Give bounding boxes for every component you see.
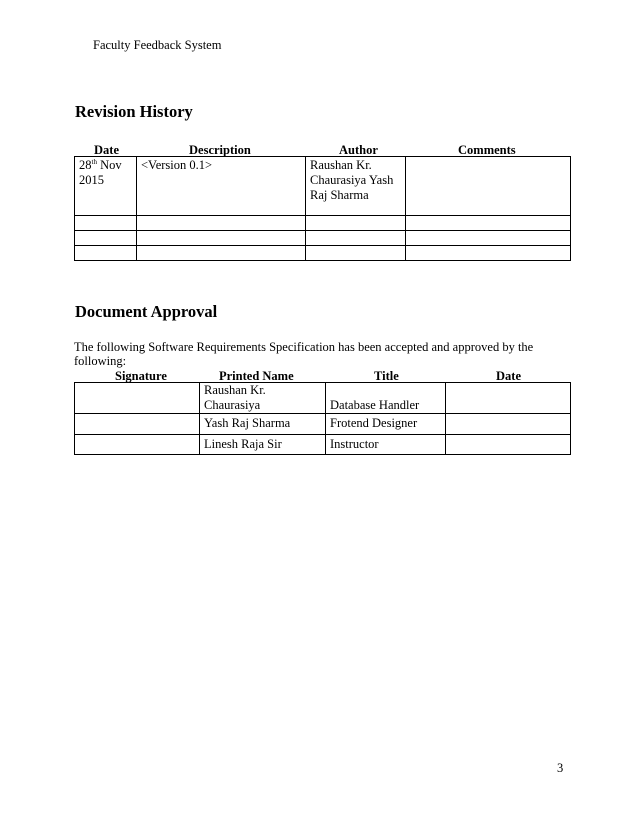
col-comments-header: Comments (458, 143, 516, 157)
page-header: Faculty Feedback System (93, 38, 222, 52)
signature-cell (75, 383, 200, 414)
table-row (75, 435, 571, 455)
document-approval-table (74, 382, 571, 455)
document-approval-heading: Document Approval (75, 302, 218, 321)
title-cell: Frotend Designer (326, 414, 446, 435)
col-author-header: Author (339, 143, 378, 157)
title-cell: Instructor (326, 435, 446, 455)
page-number: 3 (557, 761, 564, 775)
printed-name-cell: Linesh Raja Sir (200, 435, 326, 455)
revision-history-heading: Revision History (75, 102, 193, 121)
col-description-header: Description (189, 143, 251, 157)
col-date-header: Date (496, 369, 521, 383)
col-title-header: Title (374, 369, 399, 383)
revision-table-header (74, 143, 570, 157)
table-row (75, 216, 571, 231)
table-row (75, 414, 571, 435)
table-row (75, 231, 571, 246)
date-cell (446, 414, 571, 435)
col-date-header: Date (94, 143, 119, 157)
table-row (75, 383, 571, 414)
col-printed-name-header: Printed Name (219, 369, 294, 383)
col-signature-header: Signature (115, 369, 167, 383)
revision-description-cell: <Version 0.1> (137, 157, 306, 216)
revision-comments-cell (406, 157, 571, 216)
printed-name-cell: Raushan Kr. Chaurasiya (200, 383, 326, 414)
table-row (75, 246, 571, 261)
approval-paragraph: The following Software Requirements Specification has been accepted and approved by the following: (74, 340, 534, 368)
title-cell: Database Handler (326, 383, 446, 414)
printed-name-cell: Yash Raj Sharma (200, 414, 326, 435)
signature-cell (75, 435, 200, 455)
date-cell (446, 435, 571, 455)
date-cell (446, 383, 571, 414)
revision-author-cell: Raushan Kr. Chaurasiya Yash Raj Sharma (306, 157, 406, 216)
approval-table-header (74, 369, 570, 383)
revision-history-table (74, 156, 571, 261)
table-row (75, 157, 571, 216)
revision-date-cell: 28th Nov 2015 (75, 157, 137, 216)
signature-cell (75, 414, 200, 435)
